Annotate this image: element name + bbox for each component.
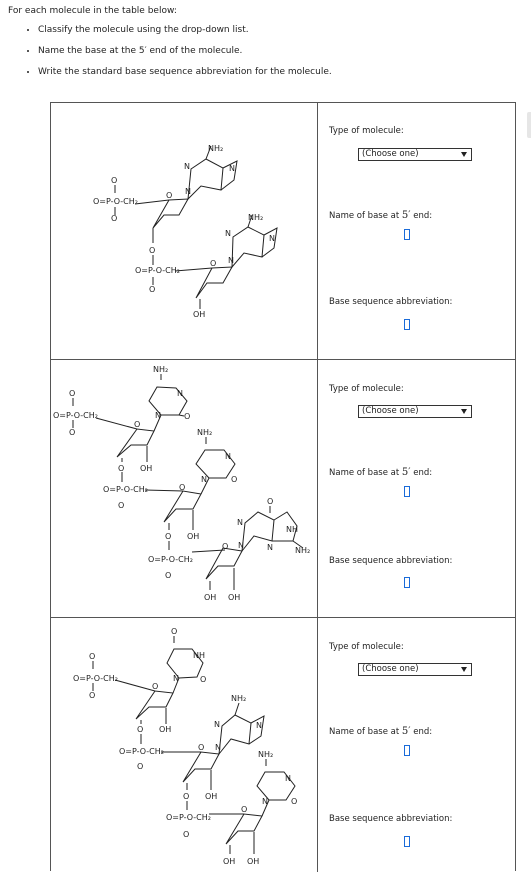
type-label: Type of molecule:	[329, 384, 404, 394]
amine-label: NH₂	[231, 694, 247, 703]
phosphate-group-label: O=P-O-CH₂	[148, 555, 193, 564]
amine-label: NH₂	[153, 365, 169, 374]
nitrogen-label: N	[185, 187, 191, 196]
molecule-row-3	[51, 618, 515, 872]
phosphate-oxygen-label: O	[69, 389, 76, 398]
scrollbar-edge	[527, 112, 531, 138]
instructions-list	[8, 25, 523, 77]
ring-oxygen-label: O	[166, 191, 173, 200]
molecule-structure-2	[51, 360, 318, 617]
dropdown-value: (Choose one)	[362, 149, 419, 159]
nitrogen-label: N	[215, 743, 221, 752]
molecule-type-dropdown[interactable]	[358, 405, 472, 418]
amine-label: NH₂	[295, 546, 311, 555]
sequence-input[interactable]	[404, 319, 410, 330]
nitrogen-label: N	[228, 256, 234, 265]
hydroxyl-label: OH	[159, 725, 172, 734]
bridge-oxygen-label: O	[183, 792, 190, 801]
base-name-label: Name of base at 5′ end:	[329, 210, 433, 221]
answer-fields-2	[319, 360, 515, 617]
nitrogen-label: N	[173, 674, 179, 683]
hydroxyl-label: OH	[223, 857, 236, 866]
molecule-table	[50, 102, 516, 871]
carbonyl-oxygen-label: O	[184, 412, 191, 421]
hydroxyl-label: OH	[204, 593, 217, 602]
imine-label: NH	[286, 525, 298, 534]
carbonyl-oxygen-label: O	[171, 627, 178, 636]
dropdown-value: (Choose one)	[362, 664, 419, 674]
nitrogen-label: N	[225, 229, 231, 238]
instruction-item: • Name the base at the 5′ end of the molecule.	[38, 46, 523, 56]
phosphate-oxygen-label: O	[165, 571, 172, 580]
nitrogen-label: N	[177, 389, 183, 398]
bridge-oxygen-label: O	[118, 464, 125, 473]
carbonyl-oxygen-label: O	[267, 497, 274, 506]
rna-trinucleotide-structure	[51, 618, 318, 872]
nitrogen-label: N	[155, 411, 161, 420]
nitrogen-label: N	[237, 518, 243, 527]
sequence-label: Base sequence abbreviation:	[329, 556, 453, 566]
molecule-row-1	[51, 103, 515, 360]
answer-fields-3	[319, 618, 515, 872]
sequence-input[interactable]	[404, 577, 410, 588]
chevron-down-icon	[461, 152, 467, 157]
rna-trinucleotide-structure	[51, 360, 318, 618]
nitrogen-label: N	[229, 164, 235, 173]
phosphate-oxygen-label: O	[183, 830, 190, 839]
base-name-input[interactable]	[404, 486, 410, 497]
type-label: Type of molecule:	[329, 126, 404, 136]
molecule-row-2	[51, 360, 515, 618]
answer-fields-1	[319, 103, 515, 359]
nitrogen-label: N	[225, 452, 231, 461]
instructions	[8, 6, 523, 88]
phosphate-group-label: O=P-O-CH₂	[166, 813, 211, 822]
hydroxyl-label: OH	[205, 792, 218, 801]
amine-label: NH₂	[197, 428, 213, 437]
phosphate-group-label: O=P-O-CH₂	[73, 674, 118, 683]
sequence-label: Base sequence abbreviation:	[329, 297, 453, 307]
hydroxyl-label: OH	[193, 310, 206, 319]
nitrogen-label: N	[262, 797, 268, 806]
phosphate-group-label: O=P-O-CH₂	[103, 485, 148, 494]
nitrogen-label: N	[184, 162, 190, 171]
carbonyl-oxygen-label: O	[291, 797, 298, 806]
dropdown-value: (Choose one)	[362, 406, 419, 416]
nitrogen-label: N	[269, 234, 275, 243]
phosphate-group-label: O=P-O-CH₂	[135, 266, 180, 275]
sequence-label: Base sequence abbreviation:	[329, 814, 453, 824]
phosphate-group-label: O=P-O-CH₂	[93, 197, 138, 206]
phosphate-oxygen-label: O	[89, 652, 96, 661]
phosphate-oxygen-label: O	[137, 762, 144, 771]
base-name-label: Name of base at 5′ end:	[329, 467, 433, 478]
hydroxyl-label: OH	[228, 593, 241, 602]
chevron-down-icon	[461, 667, 467, 672]
phosphate-group-label: O=P-O-CH₂	[53, 411, 98, 420]
nitrogen-label: N	[285, 774, 291, 783]
nitrogen-label: N	[201, 475, 207, 484]
nitrogen-label: N	[267, 543, 273, 552]
ring-oxygen-label: O	[152, 682, 159, 691]
ring-oxygen-label: O	[198, 743, 205, 752]
base-name-input[interactable]	[404, 745, 410, 756]
bridge-oxygen-label: O	[137, 725, 144, 734]
molecule-structure-3	[51, 618, 318, 872]
chevron-down-icon	[461, 409, 467, 414]
ring-oxygen-label: O	[210, 259, 217, 268]
molecule-structure-1	[51, 103, 318, 359]
base-name-label: Name of base at 5′ end:	[329, 726, 433, 737]
ring-oxygen-label: O	[179, 483, 186, 492]
base-name-input[interactable]	[404, 229, 410, 240]
bridge-oxygen-label: O	[165, 532, 172, 541]
instruction-item: • Write the standard base sequence abbreviation for the molecule.	[38, 67, 523, 77]
molecule-type-dropdown[interactable]	[358, 148, 472, 161]
carbonyl-oxygen-label: O	[200, 675, 207, 684]
ring-oxygen-label: O	[134, 420, 141, 429]
hydroxyl-label: OH	[140, 464, 153, 473]
nitrogen-label: N	[238, 541, 244, 550]
nitrogen-label: N	[214, 720, 220, 729]
nitrogen-label: N	[256, 721, 262, 730]
carbonyl-oxygen-label: O	[231, 475, 238, 484]
amine-label: NH₂	[248, 213, 264, 222]
hydroxyl-label: OH	[247, 857, 260, 866]
ring-oxygen-label: O	[222, 542, 229, 551]
phosphate-oxygen-label: O	[111, 214, 118, 223]
phosphate-oxygen-label: O	[69, 428, 76, 437]
ring-oxygen-label: O	[241, 805, 248, 814]
phosphate-oxygen-label: O	[111, 176, 118, 185]
amine-label: NH₂	[208, 144, 224, 153]
bridge-oxygen-label: O	[149, 246, 156, 255]
instructions-heading: For each molecule in the table below:	[8, 6, 177, 16]
phosphate-group-label: O=P-O-CH₂	[119, 747, 164, 756]
phosphate-oxygen-label: O	[89, 691, 96, 700]
dna-dinucleotide-structure	[51, 103, 318, 360]
hydroxyl-label: OH	[187, 532, 200, 541]
amine-label: NH₂	[258, 750, 274, 759]
type-label: Type of molecule:	[329, 642, 404, 652]
phosphate-oxygen-label: O	[118, 501, 125, 510]
molecule-type-dropdown[interactable]	[358, 663, 472, 676]
sequence-input[interactable]	[404, 836, 410, 847]
phosphate-oxygen-label: O	[149, 285, 156, 294]
instruction-item: • Classify the molecule using the drop-down list.	[38, 25, 523, 35]
imine-label: NH	[193, 651, 205, 660]
